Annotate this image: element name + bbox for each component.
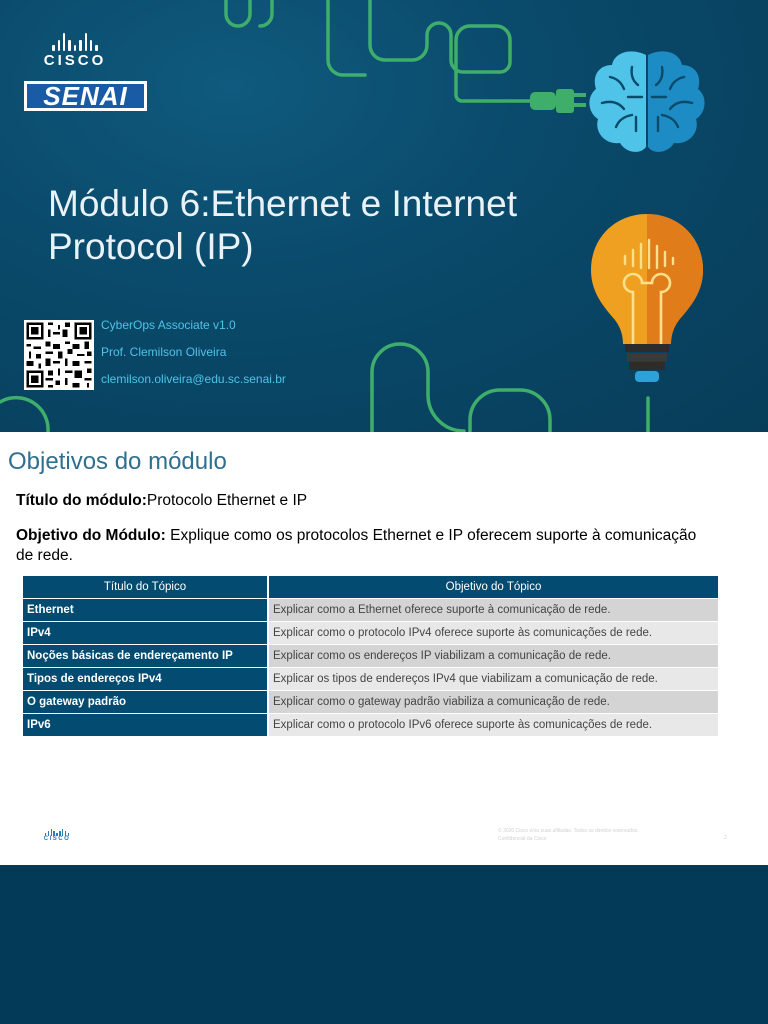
module-objective-line (16, 526, 716, 566)
copyright-text: © 2020 Cisco e/ou suas afiliadas. Todos os direitos reservados. (498, 828, 639, 834)
topic-title-cell: IPv6 (23, 714, 269, 736)
objectives-slide (0, 432, 768, 865)
table-header-row (23, 576, 718, 598)
footer-cisco-wordmark: CISCO (43, 836, 71, 842)
footer-cisco-bars-icon (42, 829, 72, 836)
topic-title-cell: Tipos de endereços IPv4 (23, 668, 269, 690)
topic-objective-cell: Explicar como os endereços IP viabilizam a comunicação de rede. (269, 645, 718, 667)
objectives-title: Objetivos do módulo (8, 448, 227, 475)
topic-title-header: Título do Tópico (23, 576, 269, 598)
brain-icon (588, 47, 706, 157)
cisco-bars-icon (40, 33, 110, 51)
topic-title-cell: IPv4 (23, 622, 269, 644)
table-row (23, 622, 718, 644)
footer-cisco-logo (42, 829, 72, 842)
page-number: 2 (724, 835, 727, 841)
topic-objective-cell: Explicar como o protocolo IPv6 oferece suporte às comunicações de rede. (269, 714, 718, 736)
topic-objective-cell: Explicar os tipos de endereços IPv4 que viabilizam a comunicação de rede. (269, 668, 718, 690)
topic-objective-cell: Explicar como a Ethernet oferece suporte à comunicação de rede. (269, 599, 718, 621)
module-objective-label: Objetivo do Módulo: (16, 527, 166, 544)
course-name: CyberOps Associate v1.0 (101, 318, 236, 332)
senai-logo (24, 81, 147, 111)
footer-copyright (498, 827, 639, 843)
table-row (23, 645, 718, 667)
module-title-value: Protocolo Ethernet e IP (146, 492, 308, 509)
presenter-info (101, 318, 286, 399)
topics-table (23, 575, 718, 737)
title-slide (0, 0, 768, 432)
topic-objective-header: Objetivo do Tópico (269, 576, 718, 598)
cisco-logo (40, 33, 110, 71)
confidential-text: Confidencial da Cisco (498, 836, 547, 842)
table-row (23, 691, 718, 713)
table-row (23, 714, 718, 736)
topic-title-cell: O gateway padrão (23, 691, 269, 713)
senai-wordmark: SENAI (27, 84, 144, 108)
topic-objective-cell: Explicar como o gateway padrão viabiliza a comunicação de rede. (269, 691, 718, 713)
table-row (23, 599, 718, 621)
table-row (23, 668, 718, 690)
module-title: Módulo 6:Ethernet e Internet Protocol (IP) (48, 183, 517, 267)
cisco-wordmark: CISCO (43, 52, 107, 69)
lightbulb-icon (585, 210, 710, 390)
plug-icon (528, 82, 588, 118)
professor-name: Prof. Clemilson Oliveira (101, 345, 227, 359)
topic-title-cell: Ethernet (23, 599, 269, 621)
qr-code-icon (24, 320, 94, 390)
topic-title-cell: Noções básicas de endereçamento IP (23, 645, 269, 667)
professor-email[interactable]: clemilson.oliveira@edu.sc.senai.br (101, 372, 286, 386)
module-objective-value: Explique como os protocolos Ethernet e IP oferecem suporte à comunicação de rede. (16, 527, 697, 564)
module-title-label: Título do módulo: (16, 492, 147, 509)
module-title-line (16, 492, 307, 510)
topic-objective-cell: Explicar como o protocolo IPv4 oferece suporte às comunicações de rede. (269, 622, 718, 644)
